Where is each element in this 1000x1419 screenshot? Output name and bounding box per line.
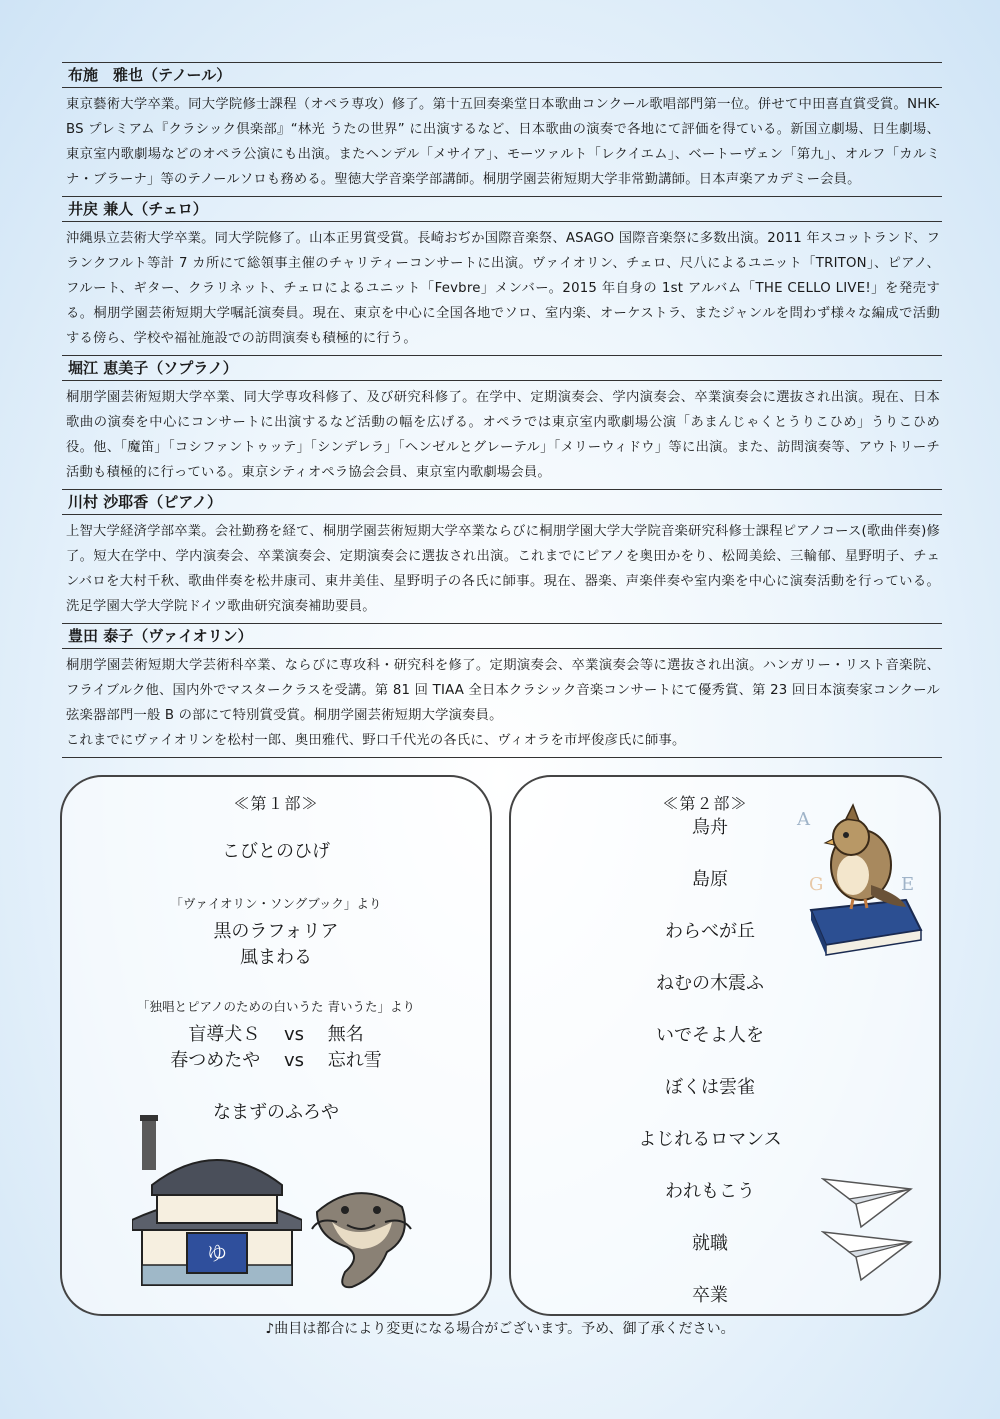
lark-on-book-illustration xyxy=(791,795,931,960)
bio-name: 豊田 泰子（ヴァイオリン） xyxy=(62,624,942,649)
song-title: われもこう xyxy=(665,1181,755,1202)
song-title: 島原 xyxy=(692,869,728,890)
svg-text:A: A xyxy=(797,809,810,830)
program-part2 xyxy=(509,775,941,1316)
bio-ijiri xyxy=(62,196,942,355)
svg-text:G: G xyxy=(809,874,824,895)
program-change-note: ♪曲目は都合により変更になる場合がございます。予め、御了承ください。 xyxy=(265,1321,735,1337)
bath-sign-text: ゆ xyxy=(207,1241,227,1265)
svg-text:E: E xyxy=(901,874,915,895)
song-title: 就職 xyxy=(692,1233,728,1254)
part2-title: ≪第２部≫ xyxy=(662,794,748,813)
bio-text: 桐朋学園芸術短期大学卒業、同大学専攻科修了、及び研究科修了。在学中、定期演奏会、学内演奏会、卒業演奏会に選抜され出演。現在、日本歌曲の演奏を中心にコンサートに出演するなど活動の幅を広げる。オペラでは東京室内歌劇場公演「あまんじゃくとうりこひめ」うりこひめ役。他、「魔笛」「コシファントゥッテ」「シンデレラ」「ヘンゼルとグレーテル」「メリーウィドウ」等に出演。また、訪問演奏等、アウトリーチ活動も積極的に行っている。東京シティオペラ協会会員、東京室内歌劇場会員。 xyxy=(66,390,940,480)
bio-text: 東京藝術大学卒業。同大学院修士課程（オペラ専攻）修了。第十五回奏楽堂日本歌曲コンクール歌唱部門第一位。併せて中田喜直賞受賞。NHK-BS プレミアム『クラシック倶楽部』“林光 うたの世界” に出演するなど、日本歌曲の演奏で各地にて評価を得ている。新国立劇場、日生劇場、東京室内歌劇場などのオペラ公演にも出演。またヘンデル「メサイア」、モーツァルト「レクイエム」、ベートーヴェン「第九」、オルフ「カルミナ・ブラーナ」等のテノールソロも務める。聖徳大学音楽学部講師。桐朋学園芸術短期大学非常勤講師。日本声楽アカデミー会員。 xyxy=(66,97,940,187)
song-title: よじれるロマンス xyxy=(638,1129,782,1150)
bio-horie xyxy=(62,355,942,489)
song-title: ねむの木震ふ xyxy=(656,973,764,994)
song-source: 「独唱とピアノのための白いうた 青いうた」より xyxy=(137,999,415,1014)
paper-plane-icon xyxy=(821,1222,913,1282)
song-source: 「ヴァイオリン・ソングブック」より xyxy=(170,896,382,911)
song-title: 春つめたや vs 忘れ雪 xyxy=(170,1050,382,1071)
song-title: 黒のラフォリア xyxy=(213,921,339,942)
bio-fuse xyxy=(62,62,942,196)
song-title: 盲導犬Ｓ vs 無名 xyxy=(188,1024,364,1045)
bio-text: 上智大学経済学部卒業。会社勤務を経て、桐朋学園芸術短期大学卒業ならびに桐朋学園大学大学院音楽研究科修士課程ピアノコース(歌曲伴奏)修了。短大在学中、学内演奏会、卒業演奏会、定期演奏会に選抜され出演。これまでにピアノを奥田かをり、松岡美絵、三輪郁、星野明子、チェンバロを大村千秋、歌曲伴奏を松井康司、東井美佳、星野明子の各氏に師事。現在、器楽、声楽伴奏や室内楽を中心に演奏活動を行っている。洗足学園大学大学院ドイツ歌曲研究演奏補助要員。 xyxy=(66,524,940,614)
paper-plane-icon xyxy=(821,1169,913,1229)
bio-kawamura xyxy=(62,489,942,623)
bathhouse-illustration xyxy=(132,1115,302,1290)
bio-name: 堀江 恵美子（ソプラノ） xyxy=(62,356,942,381)
bio-text: 沖縄県立芸術大学卒業。同大学院修了。山本正男賞受賞。長崎おぢか国際音楽祭、ASAGO 国際音楽祭に多数出演。2011 年スコットランド、フランクフルト等計 7 カ所にて総領事主催のチャリティーコンサートに出演。ヴァイオリン、チェロ、尺八によるユニット「TRITON」、ピアノ、フルート、ギター、クラリネット、チェロによるユニット「Fevbre」メンバー。2015 年自身の 1st アルバム「THE CELLO LIVE!」を発売する。桐朋学園芸術短期大学嘱託演奏員。現在、東京を中心に全国各地でソロ、室内楽、オーケストラ、またジャンルを問わず様々な編成で活動する傍ら、学校や福祉施設での訪問演奏も積極的に行う。 xyxy=(66,231,940,346)
song-title: いでそよ人を xyxy=(656,1025,764,1046)
bio-name: 井戻 兼人（チェロ） xyxy=(62,197,942,222)
song-title: なまずのふろや xyxy=(213,1102,339,1123)
performer-bios xyxy=(62,62,942,758)
song-title: 卒業 xyxy=(692,1285,728,1306)
bio-name: 布施 雅也（テノール） xyxy=(62,63,942,88)
song-title: ぼくは雲雀 xyxy=(665,1077,755,1098)
bio-toyoda xyxy=(62,623,942,758)
part1-title: ≪第１部≫ xyxy=(233,794,319,813)
bio-text: 桐朋学園芸術短期大学芸術科卒業、ならびに専攻科・研究科を修了。定期演奏会、卒業演奏会等に選抜され出演。ハンガリー・リスト音楽院、フライブルク他、国内外でマスタークラスを受講。第 81 回 TIAA 全日本クラシック音楽コンサートにて優秀賞、第 23 回日本演奏家コンクール弦楽器部門一般 B の部にて特別賞受賞。桐朋学園芸術短期大学演奏員。 これまでにヴァイオリンを松村一郎、奥田雅代、野口千代光の各氏に、ヴィオラを市坪俊彦氏に師事。 xyxy=(66,658,940,748)
bio-name: 川村 沙耶香（ピアノ） xyxy=(62,490,942,515)
song-title: わらべが丘 xyxy=(665,921,755,942)
song-title: 風まわる xyxy=(240,947,312,968)
song-title: 鳥舟 xyxy=(692,817,728,838)
program-part1 xyxy=(60,775,492,1316)
song-title: こびとのひげ xyxy=(222,841,330,862)
catfish-illustration xyxy=(307,1177,417,1292)
